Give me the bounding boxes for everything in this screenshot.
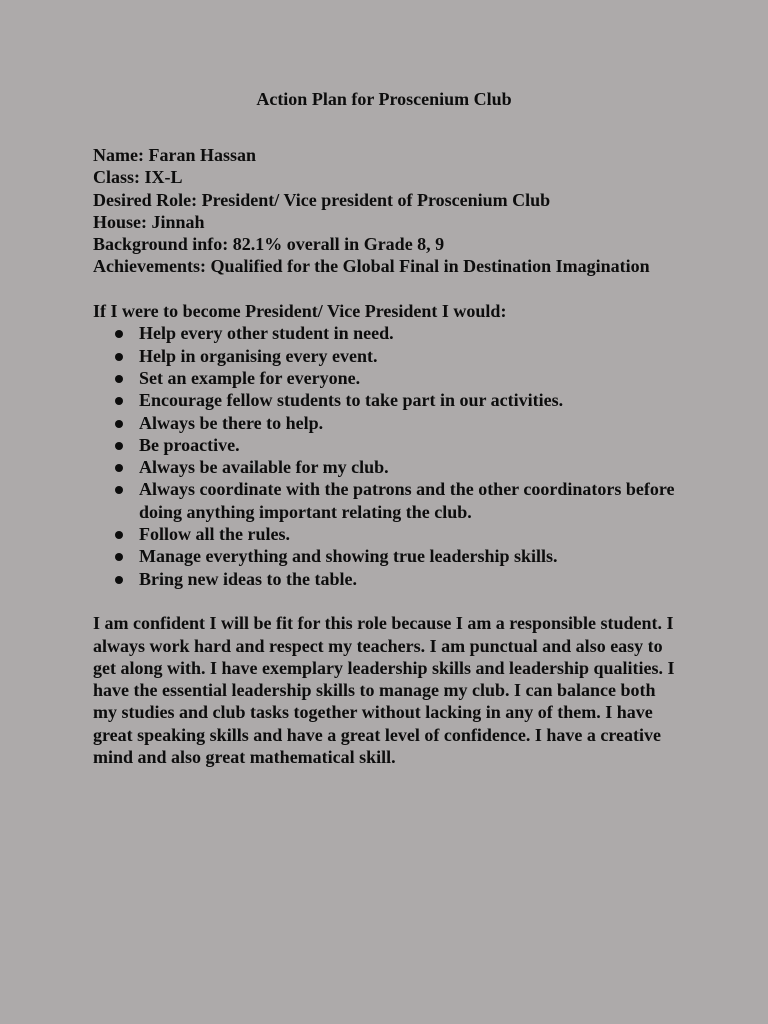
list-item (93, 322, 683, 344)
closing-paragraph: I am confident I will be fit for this role because I am a responsible student. I always work hard and respect my teachers. I am punctual and also easy to get along with. I have exemplary leadership skills and leadership qualities. I have the essential leadership skills to manage my club. I can balance both my studies and club tasks together without lacking in any of them. I have great speaking skills and have a great level of confidence. I have a creative mind and also great mathematical skill. (93, 613, 675, 768)
list-item-text: Encourage fellow students to take part in our activities. (139, 390, 564, 411)
bullet-icon (115, 464, 123, 472)
bullet-icon (115, 353, 123, 361)
spacer (93, 590, 683, 612)
list-item-text: Always be there to help. (139, 412, 324, 433)
list-item-text: Be proactive. (139, 434, 240, 455)
plan-bullet-list (93, 322, 683, 590)
list-item (93, 345, 683, 367)
bullet-icon (115, 531, 123, 539)
info-desired-role: Desired Role: President/ Vice president of Proscenium Club (93, 189, 551, 210)
list-item-text: Manage everything and showing true leadership skills. (139, 546, 558, 567)
info-house: House: Jinnah (93, 211, 205, 232)
list-item-text: Help in organising every event. (139, 345, 378, 366)
info-class: Class: IX-L (93, 167, 183, 188)
list-item-text: Bring new ideas to the table. (139, 568, 357, 589)
list-item-text: Help every other student in need. (139, 323, 394, 344)
document-body (93, 144, 683, 768)
spacer (93, 278, 683, 300)
bullet-icon (115, 330, 123, 338)
info-block (93, 144, 683, 278)
list-item (93, 523, 683, 545)
bullet-icon (115, 442, 123, 450)
bullet-icon (115, 553, 123, 561)
bullet-icon (115, 375, 123, 383)
list-item (93, 456, 683, 478)
document-title: Action Plan for Proscenium Club (256, 89, 512, 109)
info-background: Background info: 82.1% overall in Grade 8, 9 (93, 234, 445, 255)
list-item-text: Always coordinate with the patrons and the other coordinators before doing anything important relating the club. (139, 479, 675, 522)
list-item-text: Always be available for my club. (139, 457, 389, 478)
list-item-text: Set an example for everyone. (139, 367, 361, 388)
bullet-icon (115, 576, 123, 584)
info-name: Name: Faran Hassan (93, 145, 256, 165)
info-achievements: Achievements: Qualified for the Global Final in Destination Imagination (93, 256, 650, 277)
list-item (93, 568, 683, 590)
list-item (93, 389, 683, 411)
list-item (93, 545, 683, 567)
list-item (93, 478, 683, 523)
list-item (93, 434, 683, 456)
bullet-icon (115, 397, 123, 405)
list-item (93, 412, 683, 434)
list-item-text: Follow all the rules. (139, 524, 290, 545)
bullet-icon (115, 420, 123, 428)
list-item (93, 367, 683, 389)
bullet-icon (115, 486, 123, 494)
plan-intro: If I were to become President/ Vice President I would: (93, 301, 507, 322)
